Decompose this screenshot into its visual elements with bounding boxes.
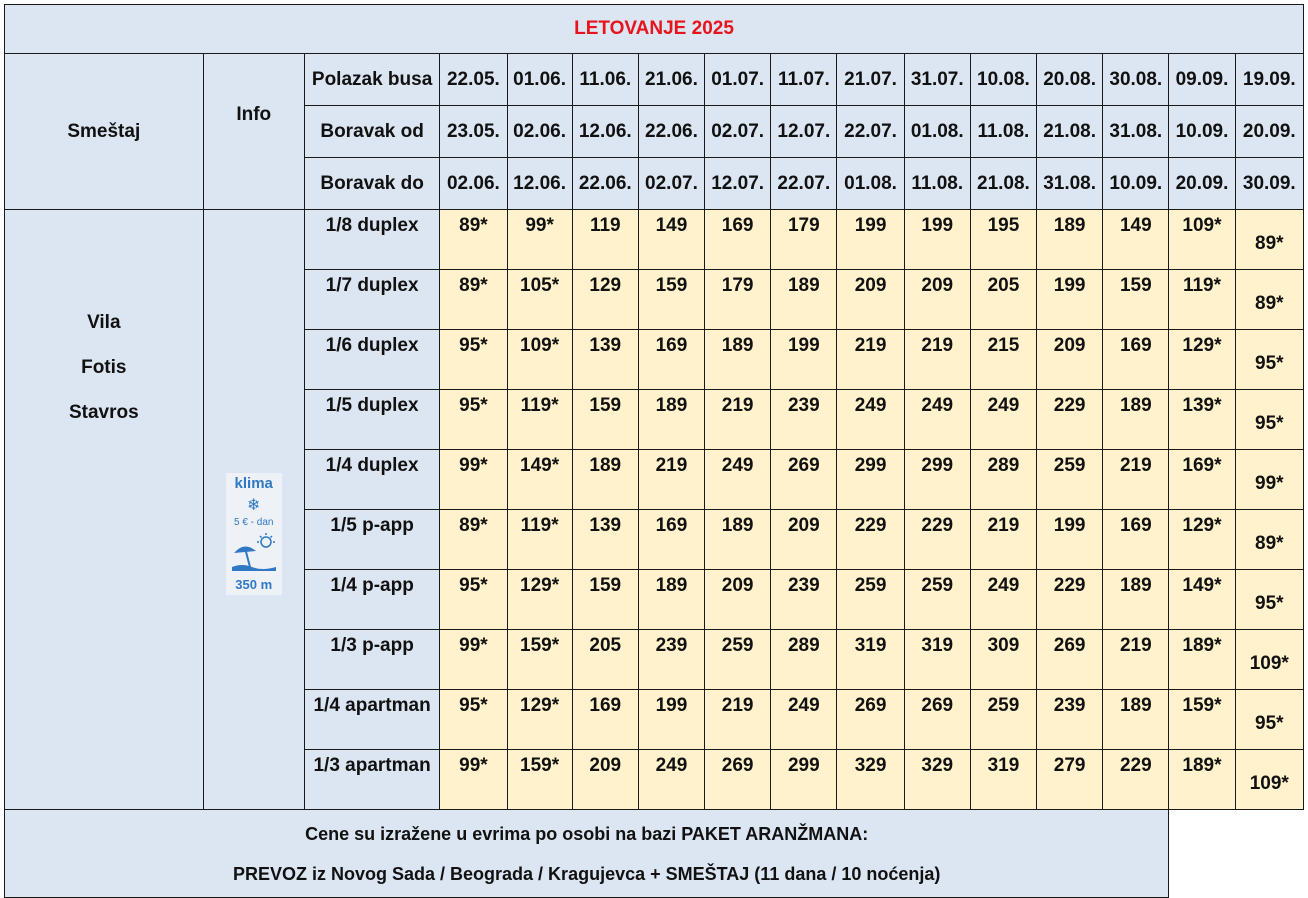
price-cell: 259 — [904, 570, 970, 630]
price-cell: 89* — [440, 510, 507, 570]
room-type-label: 1/3 p-app — [304, 630, 439, 690]
price-cell: 219 — [837, 330, 904, 390]
price-cell: 119* — [1169, 270, 1235, 330]
price-cell: 309 — [970, 630, 1036, 690]
price-cell: 149* — [507, 450, 572, 510]
price-cell: 249 — [970, 570, 1036, 630]
price-cell: 219 — [970, 510, 1036, 570]
price-cell: 95* — [1235, 390, 1303, 450]
price-cell: 99* — [1235, 450, 1303, 510]
price-cell: 89* — [1235, 270, 1303, 330]
price-cell: 159* — [1169, 690, 1235, 750]
price-cell: 89* — [440, 210, 507, 270]
info-header: Info — [203, 54, 304, 210]
price-cell: 95* — [440, 330, 507, 390]
stay-from-date: 31.08. — [1103, 106, 1169, 158]
departure-date: 19.09. — [1235, 54, 1303, 106]
price-cell: 189 — [572, 450, 638, 510]
footer-line-2: PREVOZ iz Novog Sada / Beograda / Kragujevca + SMEŠTAJ (11 dana / 10 noćenja) — [233, 863, 941, 884]
price-cell: 179 — [771, 210, 837, 270]
row-label-departure: Polazak busa — [304, 54, 439, 106]
price-cell: 189 — [1103, 690, 1169, 750]
stay-to-date: 02.07. — [638, 158, 704, 210]
price-cell: 129* — [1169, 330, 1235, 390]
price-cell: 259 — [705, 630, 771, 690]
price-cell: 269 — [705, 750, 771, 810]
price-cell: 229 — [1037, 570, 1103, 630]
departure-date: 20.08. — [1037, 54, 1103, 106]
price-cell: 299 — [771, 750, 837, 810]
price-cell: 319 — [837, 630, 904, 690]
departure-date: 22.05. — [440, 54, 507, 106]
price-cell: 219 — [1103, 630, 1169, 690]
hotel-name-line: Stavros — [68, 402, 139, 423]
price-cell: 205 — [572, 630, 638, 690]
price-cell: 209 — [904, 270, 970, 330]
price-cell: 169 — [638, 510, 704, 570]
table-title-cell — [5, 5, 1304, 54]
price-cell: 169* — [1169, 450, 1235, 510]
price-cell: 89* — [440, 270, 507, 330]
price-cell: 89* — [1235, 510, 1303, 570]
footer-note — [5, 810, 1169, 898]
price-cell: 109* — [1235, 630, 1303, 690]
price-cell: 95* — [440, 390, 507, 450]
price-cell: 269 — [837, 690, 904, 750]
stay-from-date: 12.07. — [771, 106, 837, 158]
stay-to-date: 31.08. — [1037, 158, 1103, 210]
price-cell: 109* — [1235, 750, 1303, 810]
price-cell: 199 — [638, 690, 704, 750]
stay-to-date: 30.09. — [1235, 158, 1303, 210]
price-cell: 269 — [771, 450, 837, 510]
price-cell: 169 — [1103, 330, 1169, 390]
price-cell: 139 — [572, 330, 638, 390]
price-cell: 129* — [1169, 510, 1235, 570]
price-cell: 179 — [705, 270, 771, 330]
price-cell: 209 — [705, 570, 771, 630]
stay-from-date: 22.07. — [837, 106, 904, 158]
price-cell: 119 — [572, 210, 638, 270]
price-cell: 259 — [970, 690, 1036, 750]
price-cell: 129* — [507, 570, 572, 630]
price-cell: 159* — [507, 750, 572, 810]
stay-from-date: 02.07. — [705, 106, 771, 158]
price-cell: 215 — [970, 330, 1036, 390]
departure-date: 11.07. — [771, 54, 837, 106]
price-cell: 189 — [771, 270, 837, 330]
price-cell: 195 — [970, 210, 1036, 270]
stay-to-date: 02.06. — [440, 158, 507, 210]
departure-date: 09.09. — [1169, 54, 1235, 106]
beach-distance: 350 m — [235, 576, 273, 592]
price-cell: 249 — [970, 390, 1036, 450]
price-cell: 249 — [837, 390, 904, 450]
price-cell: 169 — [705, 210, 771, 270]
price-cell: 219 — [904, 330, 970, 390]
klima-price: 5 € - dan — [233, 516, 274, 528]
price-cell: 199 — [1037, 270, 1103, 330]
price-cell: 249 — [771, 690, 837, 750]
price-cell: 169 — [638, 330, 704, 390]
price-cell: 159 — [572, 390, 638, 450]
stay-to-date: 20.09. — [1169, 158, 1235, 210]
stay-to-date: 22.06. — [572, 158, 638, 210]
price-cell: 149* — [1169, 570, 1235, 630]
footer-line-1: Cene su izražene u evrima po osobi na bazi PAKET ARANŽMANA: — [305, 823, 869, 844]
price-cell: 269 — [1037, 630, 1103, 690]
price-cell: 99* — [440, 750, 507, 810]
price-cell: 219 — [1103, 450, 1169, 510]
price-cell: 329 — [837, 750, 904, 810]
hotel-name-line: Vila — [87, 312, 121, 333]
stay-to-date: 12.06. — [507, 158, 572, 210]
price-cell: 109* — [507, 330, 572, 390]
price-cell: 209 — [771, 510, 837, 570]
price-cell: 189* — [1169, 750, 1235, 810]
room-type-label: 1/4 duplex — [304, 450, 439, 510]
row-label-stay-to: Boravak do — [304, 158, 439, 210]
price-cell: 249 — [705, 450, 771, 510]
departure-date: 21.06. — [638, 54, 704, 106]
price-cell: 105* — [507, 270, 572, 330]
departure-date: 21.07. — [837, 54, 904, 106]
price-cell: 95* — [440, 690, 507, 750]
price-cell: 189 — [1103, 570, 1169, 630]
stay-to-date: 22.07. — [771, 158, 837, 210]
price-cell: 229 — [837, 510, 904, 570]
snowflake-icon: ❄ — [247, 496, 261, 514]
price-cell: 99* — [440, 450, 507, 510]
price-cell: 129* — [507, 690, 572, 750]
price-cell: 259 — [1037, 450, 1103, 510]
table-row — [5, 210, 1304, 270]
sun-icon — [257, 533, 275, 547]
stay-to-date: 21.08. — [970, 158, 1036, 210]
price-cell: 299 — [904, 450, 970, 510]
price-cell: 199 — [904, 210, 970, 270]
departure-date: 10.08. — [970, 54, 1036, 106]
price-cell: 205 — [970, 270, 1036, 330]
price-cell: 239 — [771, 390, 837, 450]
price-cell: 209 — [572, 750, 638, 810]
price-cell: 95* — [1235, 690, 1303, 750]
stay-from-date: 20.09. — [1235, 106, 1303, 158]
footer-row — [5, 810, 1304, 898]
price-cell: 209 — [837, 270, 904, 330]
price-cell: 319 — [970, 750, 1036, 810]
price-cell: 199 — [837, 210, 904, 270]
price-cell: 229 — [1103, 750, 1169, 810]
price-cell: 239 — [1037, 690, 1103, 750]
stay-from-date: 11.08. — [970, 106, 1036, 158]
price-cell: 229 — [904, 510, 970, 570]
room-type-label: 1/5 duplex — [304, 390, 439, 450]
price-cell: 99* — [507, 210, 572, 270]
departure-date: 31.07. — [904, 54, 970, 106]
stay-from-date: 12.06. — [572, 106, 638, 158]
price-cell: 189 — [1103, 390, 1169, 450]
price-cell: 169 — [572, 690, 638, 750]
price-cell: 249 — [904, 390, 970, 450]
price-cell: 149 — [638, 210, 704, 270]
price-cell: 189* — [1169, 630, 1235, 690]
stay-from-date: 10.09. — [1169, 106, 1235, 158]
price-cell: 159 — [638, 270, 704, 330]
departure-date: 01.07. — [705, 54, 771, 106]
price-cell: 189 — [638, 390, 704, 450]
stay-from-date: 01.08. — [904, 106, 970, 158]
price-cell: 159 — [1103, 270, 1169, 330]
price-cell: 299 — [837, 450, 904, 510]
price-cell: 139* — [1169, 390, 1235, 450]
price-cell: 249 — [638, 750, 704, 810]
price-cell: 259 — [837, 570, 904, 630]
amenities-badge — [226, 473, 282, 595]
klima-label: klima — [234, 474, 273, 492]
price-cell: 219 — [638, 450, 704, 510]
room-type-label: 1/4 apartman — [304, 690, 439, 750]
price-cell: 119* — [507, 390, 572, 450]
price-cell: 319 — [904, 630, 970, 690]
room-type-label: 1/7 duplex — [304, 270, 439, 330]
price-cell: 219 — [705, 390, 771, 450]
price-cell: 109* — [1169, 210, 1235, 270]
price-cell: 159 — [572, 570, 638, 630]
room-type-label: 1/3 apartman — [304, 750, 439, 810]
beach-umbrella-icon — [232, 533, 278, 573]
stay-to-date: 01.08. — [837, 158, 904, 210]
price-cell: 89* — [1235, 210, 1303, 270]
price-cell: 209 — [1037, 330, 1103, 390]
price-cell: 219 — [705, 690, 771, 750]
price-table — [4, 4, 1304, 898]
price-cell: 239 — [771, 570, 837, 630]
price-cell: 289 — [970, 450, 1036, 510]
price-cell: 189 — [705, 330, 771, 390]
price-cell: 149 — [1103, 210, 1169, 270]
room-type-label: 1/6 duplex — [304, 330, 439, 390]
price-cell: 189 — [1037, 210, 1103, 270]
stay-to-date: 11.08. — [904, 158, 970, 210]
price-cell: 95* — [1235, 330, 1303, 390]
price-cell: 159* — [507, 630, 572, 690]
price-cell: 189 — [705, 510, 771, 570]
room-type-label: 1/8 duplex — [304, 210, 439, 270]
info-cell — [203, 210, 304, 810]
price-cell: 289 — [771, 630, 837, 690]
price-cell: 129 — [572, 270, 638, 330]
price-cell: 329 — [904, 750, 970, 810]
smestaj-header: Smeštaj — [5, 54, 204, 210]
price-cell: 169 — [1103, 510, 1169, 570]
hotel-name-cell — [5, 210, 204, 810]
room-type-label: 1/5 p-app — [304, 510, 439, 570]
stay-from-date: 23.05. — [440, 106, 507, 158]
price-cell: 229 — [1037, 390, 1103, 450]
stay-to-date: 12.07. — [705, 158, 771, 210]
hotel-name-line: Fotis — [81, 357, 127, 378]
price-cell: 199 — [1037, 510, 1103, 570]
price-cell: 139 — [572, 510, 638, 570]
price-cell: 269 — [904, 690, 970, 750]
departure-date: 01.06. — [507, 54, 572, 106]
stay-from-date: 21.08. — [1037, 106, 1103, 158]
price-cell: 95* — [440, 570, 507, 630]
table-title: LETOVANJE 2025 — [574, 18, 734, 39]
price-cell: 189 — [638, 570, 704, 630]
room-type-label: 1/4 p-app — [304, 570, 439, 630]
price-cell: 119* — [507, 510, 572, 570]
row-label-stay-from: Boravak od — [304, 106, 439, 158]
stay-from-date: 02.06. — [507, 106, 572, 158]
price-cell: 95* — [1235, 570, 1303, 630]
price-cell: 239 — [638, 630, 704, 690]
price-cell: 99* — [440, 630, 507, 690]
departure-date: 11.06. — [572, 54, 638, 106]
price-cell: 279 — [1037, 750, 1103, 810]
price-cell: 199 — [771, 330, 837, 390]
departure-date: 30.08. — [1103, 54, 1169, 106]
stay-to-date: 10.09. — [1103, 158, 1169, 210]
stay-from-date: 22.06. — [638, 106, 704, 158]
